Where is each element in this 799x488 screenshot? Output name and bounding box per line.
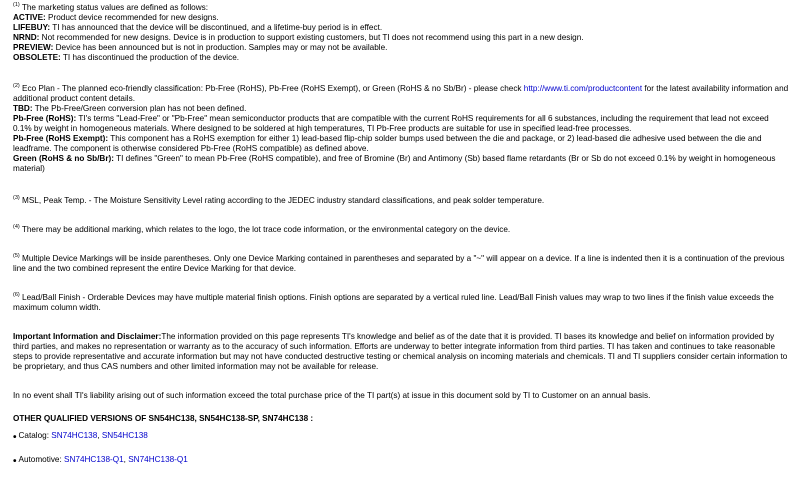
term-desc: TI has discontinued the production of the device. [62,53,240,62]
note-eco-plan [13,84,789,174]
term-desc: TI's terms "Lead-Free" or "Pb-Free" mean semiconductor products that are compatible with the current RoHS requirements for all 6 substances, including the requirement that lead not exceed 0.1% by weight in homogeneous materials. Where designed to be soldered at high temperatures, TI Pb-Free products are suitable for use in specified lead-free processes. [13,114,769,133]
catalog-label: Catalog: [18,431,50,440]
other-versions-heading-block [13,414,789,424]
term-desc: Product device recommended for new designs. [48,13,219,22]
footnote-number: (6) [13,292,20,298]
term-pb-free-exempt: Pb-Free (RoHS Exempt): [13,134,109,143]
other-versions-heading: OTHER QUALIFIED VERSIONS OF SN54HC138, SN54HC138-SP, SN74HC138 : [13,414,314,423]
term-desc: Not recommended for new designs. Device is in production to support existing customers, but TI does not recommend using this part in a new design. [41,33,584,42]
footnote-number: (4) [13,224,20,230]
footnote-number: (1) [13,2,20,8]
bullet-icon: • [13,456,17,467]
term-desc: TI defines "Green" to mean Pb-Free (RoHS compatible), and free of Bromine (Br) and Antimony (Sb) based flame retardants (Br or Sb do not exceed 0.1% by weight in homogeneous material) [13,154,776,173]
note-text: MSL, Peak Temp. - The Moisture Sensitivity Level rating according to the JEDEC industry standard classifications, and peak solder temperature. [22,196,545,205]
automotive-link-2[interactable]: SN74HC138-Q1 [128,455,188,464]
note-text: Eco Plan - The planned eco-friendly classification: Pb-Free (RoHS), Pb-Free (RoHS Exempt), or Green (RoHS & no Sb/Br) - please check [22,84,522,93]
note-marking [13,225,789,235]
note-intro: The marketing status values are defined as follows: [21,3,209,12]
note-marketing-status [13,3,789,63]
separator: , [123,455,126,464]
catalog-link-sn54hc138[interactable]: SN54HC138 [101,431,148,440]
term-desc: TI has announced that the device will be discontinued, and a lifetime-buy period is in effect. [52,23,383,32]
separator: , [97,431,100,440]
term-desc: This component has a RoHS exemption for either 1) lead-based flip-chip solder bumps used between the die and package, or 2) lead-based die adhesive used between the die and leadframe. The component is otherwise considered Pb-Free (RoHS compatible) as defined above. [13,134,762,153]
note-text: for the latest availability information and additional product content details. [13,84,789,103]
bullet-icon: • [13,432,17,443]
footnote-number: (3) [13,195,20,201]
product-content-link[interactable]: http://www.ti.com/productcontent [523,84,643,93]
disclaimer-title: Important Information and Disclaimer: [13,332,162,341]
term-obsolete: OBSOLETE: [13,53,61,62]
automotive-link-1[interactable]: SN74HC138-Q1 [64,455,124,464]
liability-text: In no event shall TI's liability arising out of such information exceed the total purchase price of the TI part(s) at issue in this document sold by TI to Customer on an annual basis. [13,391,651,400]
note-text: Multiple Device Markings will be inside parentheses. Only one Device Marking contained in parentheses and separated by a "~" will appear on a device. If a line is indented then it is a continuation of the previous line and the two combined represent the entire Device Marking for that device. [13,254,785,273]
term-desc: The Pb-Free/Green conversion plan has not been defined. [34,104,247,113]
note-lead-finish [13,293,789,313]
note-msl [13,196,789,206]
term-desc: Device has been announced but is not in production. Samples may or may not be available. [55,43,388,52]
automotive-row [13,455,789,465]
term-green: Green (RoHS & no Sb/Br): [13,154,114,163]
footnote-number: (5) [13,253,20,259]
automotive-label: Automotive: [18,455,62,464]
term-nrnd: NRND: [13,33,40,42]
term-active: ACTIVE: [13,13,46,22]
disclaimer-text: The information provided on this page represents TI's knowledge and belief as of the date that it is provided. TI bases its knowledge and belief on information provided by third parties, and makes no representation or warranty as to the accuracy of such information. Efforts are underway to better integrate information from third parties. TI has taken and continues to take reasonable steps to provide representative and accurate information but may not have conducted destructive testing or chemical analysis on incoming materials and chemicals. TI and TI suppliers consider certain information to be proprietary, and thus CAS numbers and other limited information may not be available for release. [13,332,788,371]
term-lifebuy: LIFEBUY: [13,23,51,32]
note-text: Lead/Ball Finish - Orderable Devices may have multiple material finish options. Finish options are separated by a vertical ruled line. Lead/Ball Finish values may wrap to two lines if the finish value exceeds the maximum column width. [13,293,774,312]
term-tbd: TBD: [13,104,33,113]
liability-statement [13,391,789,401]
catalog-row [13,431,789,441]
note-device-markings [13,254,789,274]
term-preview: PREVIEW: [13,43,54,52]
catalog-link-sn74hc138[interactable]: SN74HC138 [51,431,98,440]
disclaimer [13,332,789,372]
term-pb-free: Pb-Free (RoHS): [13,114,77,123]
footnote-number: (2) [13,83,20,89]
note-text: There may be additional marking, which relates to the logo, the lot trace code information, or the environmental category on the device. [21,225,511,234]
